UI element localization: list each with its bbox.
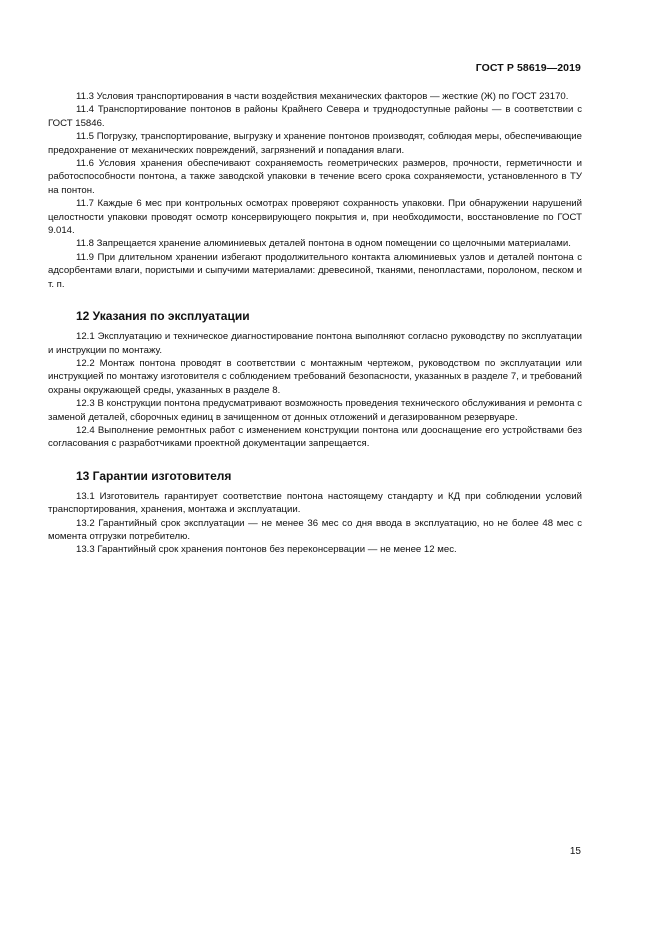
paragraph-13-3: 13.3 Гарантийный срок хранения понтонов без переконсервации — не менее 12 мес. bbox=[76, 544, 457, 556]
paragraph-11-9: 11.9 При длительном хранении избегают продолжительного контакта алюминиевых узлов и деталей понтона с адсорбентами влаги, пористыми и сыпучими материалами: древесиной, тканями, пенопластами, поролоном, песком и т. п. bbox=[48, 251, 582, 290]
paragraph-11-3: 11.3 Условия транспортирования в части воздействия механических факторов — жесткие (Ж) по ГОСТ 23170. bbox=[76, 91, 569, 102]
paragraph-12-1: 12.1 Эксплуатацию и техническое диагностирование понтона выполняют согласно руководству по эксплуатации и инструкции по монтажу. bbox=[48, 331, 582, 356]
paragraph-11-8: 11.8 Запрещается хранение алюминиевых деталей понтона в одном помещении со щелочными материалами. bbox=[76, 238, 571, 250]
paragraph-11-4: 11.4 Транспортирование понтонов в районы Крайнего Севера и труднодоступные районы — в соответствии с ГОСТ 15846. bbox=[48, 104, 582, 129]
section-12-body bbox=[48, 330, 582, 451]
paragraph-12-4: 12.4 Выполнение ремонтных работ с изменением конструкции понтона или дооснащение его устройствами без согласования с разработчиками проектной документации запрещается. bbox=[48, 424, 582, 450]
section-13-heading: 13 Гарантии изготовителя bbox=[76, 468, 232, 483]
paragraph-11-5: 11.5 Погрузку, транспортирование, выгрузку и хранение понтонов производят, соблюдая меры, обеспечивающие предохранение от механических повреждений, загрязнений и попадания влаги. bbox=[48, 131, 582, 156]
paragraph-12-3: 12.3 В конструкции понтона предусматривают возможность проведения технического обслуживания и ремонта с заменой деталей, сборочных единиц в зачищенном от донных отложений и дегазированном резервуаре. bbox=[48, 398, 582, 423]
section-13-body bbox=[48, 490, 582, 557]
section-11-body bbox=[48, 90, 582, 291]
page-number: 15 bbox=[569, 846, 581, 857]
section-12-heading: 12 Указания по эксплуатации bbox=[76, 309, 250, 324]
paragraph-11-7: 11.7 Каждые 6 мес при контрольных осмотрах проверяют сохранность упаковки. При обнаружении нарушений целостности упаковки проводят осмотр консервирующего покрытия и, при необходимости, восстановление по ГОСТ 9.014. bbox=[48, 198, 582, 237]
paragraph-11-6: 11.6 Условия хранения обеспечивают сохраняемость геометрических размеров, прочности, герметичности и работоспособности понтона, а также заводской упаковки в течение всего срока сохраняемости, установленного в ТУ на понтон. bbox=[48, 158, 582, 196]
paragraph-13-1: 13.1 Изготовитель гарантирует соответствие понтона настоящему стандарту и КД при соблюдении условий транспортирования, хранения, монтажа и эксплуатации. bbox=[48, 490, 582, 516]
document-code: ГОСТ Р 58619—2019 bbox=[475, 62, 581, 74]
page-content bbox=[48, 90, 582, 557]
paragraph-12-2: 12.2 Монтаж понтона проводят в соответствии с монтажным чертежом, руководством по эксплуатации или инструкцией по монтажу изготовителя с соблюдением требований безопасности, указанных в разделе 7, и требований охраны окружающей среды, указанных в разделе 8. bbox=[48, 357, 582, 396]
paragraph-13-2: 13.2 Гарантийный срок эксплуатации — не менее 36 мес со дня ввода в эксплуатацию, но не более 48 мес с момента отгрузки потребителю. bbox=[48, 517, 582, 542]
